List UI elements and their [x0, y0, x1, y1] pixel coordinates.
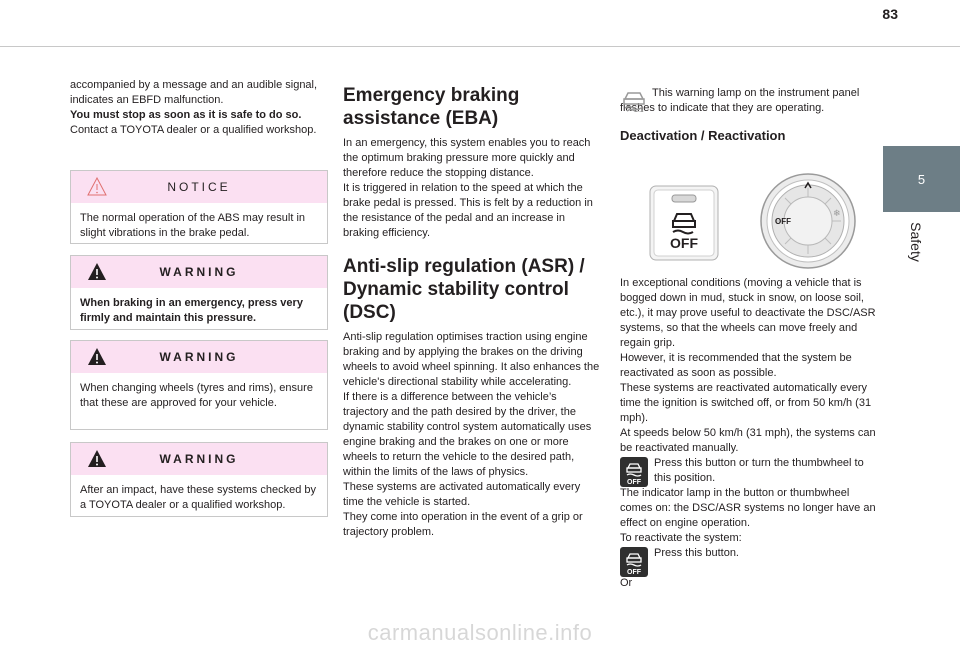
- warning-box-1: [70, 255, 328, 330]
- traction-warning-lamp-icon: [620, 88, 648, 112]
- asr-p4: They come into operation in the event of a grip or trajectory problem.: [343, 511, 583, 538]
- intro-text: accompanied by a message and an audible signal, indicates an EBFD malfunction.: [70, 79, 318, 106]
- warning-triangle-icon: [87, 449, 107, 468]
- small-icon-off-label: OFF: [627, 479, 641, 486]
- deact-p2: However, it is recommended that the system be reactivated as soon as possible.: [620, 352, 852, 379]
- column-3-lower: [620, 276, 882, 591]
- asr-heading: Anti-slip regulation (ASR) / Dynamic stability control (DSC): [343, 256, 585, 323]
- intro-bold-text: You must stop as soon as it is safe to do so.: [70, 109, 302, 121]
- lamp-text: This warning lamp on the instrument panel flashes to indicate that they are operating.: [620, 87, 860, 114]
- dsc-off-small-icon: [620, 547, 648, 577]
- warning-triangle-icon: [87, 262, 107, 281]
- dsc-off-button-icon: [649, 185, 719, 261]
- warning-box-3: [70, 442, 328, 517]
- chapter-label: Safety: [908, 222, 924, 262]
- svg-text:❄: ❄: [833, 209, 841, 219]
- deactivation-heading: Deactivation / Reactivation: [620, 128, 786, 143]
- warning-triangle-icon: [87, 347, 107, 366]
- page-number: 83: [882, 6, 898, 22]
- eba-p1: In an emergency, this system enables you to reach the optimum braking pressure more quickly and therefore reduce the stopping distance.: [343, 137, 591, 179]
- warning-body-1: When braking in an emergency, press very firmly and maintain this pressure.: [80, 297, 303, 324]
- intro-tail-text: Contact a TOYOTA dealer or a qualified workshop.: [70, 124, 317, 136]
- warning-body-3: After an impact, have these systems checked by a TOYOTA dealer or a qualified workshop.: [80, 484, 317, 511]
- asr-p1: Anti-slip regulation optimises traction using engine braking and by applying the brakes on the driving wheels to avoid wheel spinning. It also enhances the vehicle's directional stability while accelerating.: [343, 331, 600, 388]
- press-text: Press this button or turn the thumbwheel to this position.: [654, 457, 864, 484]
- warning-body-2: When changing wheels (tyres and rims), ensure that these are approved for your vehicle.: [80, 382, 313, 409]
- warning-title-3: WARNING: [159, 452, 239, 466]
- watermark: carmanualsonline.info: [367, 620, 593, 645]
- eba-heading: Emergency braking assistance (EBA): [343, 85, 520, 129]
- warning-box-2: [70, 340, 328, 430]
- deact-p5: The indicator lamp in the button or thumbwheel comes on: the DSC/ASR systems no longer have an effect on engine operation.: [620, 487, 876, 529]
- notice-body: The normal operation of the ABS may result in slight vibrations in the brake pedal.: [80, 212, 306, 239]
- asr-p2: If there is a difference between the vehicle’s trajectory and the path desired by the driver, the dynamic stability control system automatically uses engine braking and the brakes on one or more wheels to return the vehicle to the desired path, within the limits of the laws of physics.: [343, 391, 592, 478]
- column-2: [343, 84, 601, 540]
- warning-title-2: WARNING: [159, 350, 239, 364]
- column-1: [70, 78, 326, 138]
- header-rule: [0, 46, 960, 47]
- deact-p3: These systems are reactivated automatically every time the ignition is switched off, or from 50 km/h (31 mph).: [620, 382, 872, 424]
- notice-box: [70, 170, 328, 244]
- notice-title: NOTICE: [167, 180, 231, 194]
- thumbwheel-off-label: OFF: [775, 217, 791, 226]
- chapter-number: 5: [917, 171, 926, 187]
- eba-p2: It is triggered in relation to the speed at which the brake pedal is pressed. This is felt by a reduction in the resistance of the pedal and an increase in braking efficiency.: [343, 182, 593, 239]
- thumbwheel-icon: [759, 172, 857, 270]
- notice-triangle-icon: [87, 177, 107, 196]
- press-button-text: Press this button.: [654, 547, 739, 559]
- deact-p1: In exceptional conditions (moving a vehicle that is bogged down in mud, stuck in snow, on loose soil, etc.), it may prove useful to deactivate the DSC/ASR systems, so that the wheels can move freely and regain grip.: [620, 277, 876, 349]
- deact-p6: To reactivate the system:: [620, 532, 742, 544]
- button-off-label: OFF: [670, 235, 698, 251]
- deact-p4: At speeds below 50 km/h (31 mph), the systems can be reactivated manually.: [620, 427, 876, 454]
- or-text: Or: [620, 577, 633, 589]
- column-3: [620, 86, 882, 143]
- small-icon-off-label: OFF: [627, 569, 641, 576]
- warning-title-1: WARNING: [159, 265, 239, 279]
- asr-p3: These systems are activated automatically every time the vehicle is started.: [343, 481, 581, 508]
- dsc-off-small-icon: [620, 457, 648, 487]
